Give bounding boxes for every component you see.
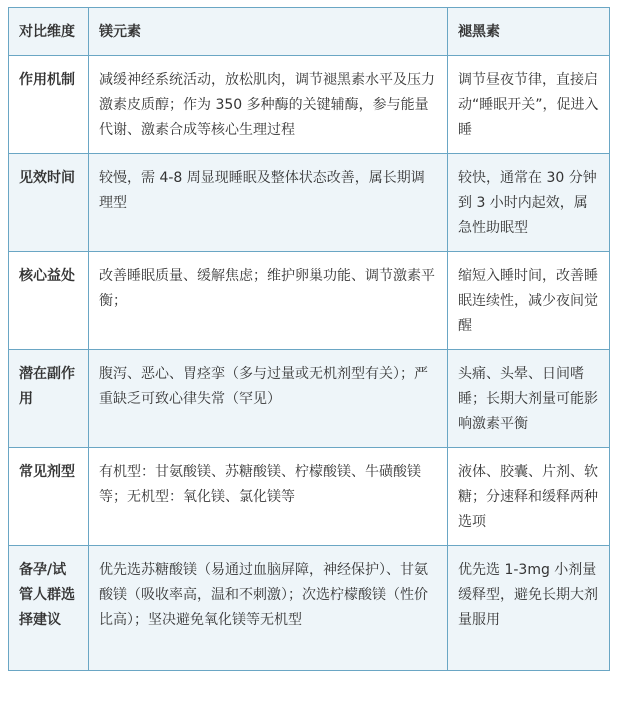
melatonin-cell: 优先选 1-3mg 小剂量缓释型，避免长期大剂量服用 [448, 546, 610, 671]
table-row-side-effects [9, 350, 610, 448]
table-row-dosage-forms [9, 448, 610, 546]
comparison-table [8, 7, 610, 671]
row-dimension-label: 常见剂型 [9, 448, 89, 546]
magnesium-cell: 较慢，需 4-8 周显现睡眠及整体状态改善，属长期调理型 [89, 154, 448, 252]
row-dimension-label: 潜在副作用 [9, 350, 89, 448]
melatonin-cell: 头痛、头晕、日间嗜睡；长期大剂量可能影响激素平衡 [448, 350, 610, 448]
melatonin-cell: 调节昼夜节律，直接启动“睡眠开关”，促进入睡 [448, 56, 610, 154]
magnesium-cell: 腹泻、恶心、胃痉挛（多与过量或无机剂型有关）；严重缺乏可致心律失常（罕见） [89, 350, 448, 448]
row-dimension-label: 作用机制 [9, 56, 89, 154]
magnesium-cell: 减缓神经系统活动，放松肌肉，调节褪黑素水平及压力激素皮质醇；作为 350 多种酶的关键辅酶，参与能量代谢、激素合成等核心生理过程 [89, 56, 448, 154]
melatonin-cell: 较快，通常在 30 分钟到 3 小时内起效，属急性助眠型 [448, 154, 610, 252]
row-dimension-label: 备孕/试管人群选择建议 [9, 546, 89, 671]
header-melatonin: 褪黑素 [448, 8, 610, 56]
header-dimension: 对比维度 [9, 8, 89, 56]
row-dimension-label: 核心益处 [9, 252, 89, 350]
table-row-mechanism [9, 56, 610, 154]
magnesium-cell: 改善睡眠质量、缓解焦虑；维护卵巢功能、调节激素平衡； [89, 252, 448, 350]
table-row-ivf-recommendation [9, 546, 610, 671]
melatonin-cell: 液体、胶囊、片剂、软糖；分速释和缓释两种选项 [448, 448, 610, 546]
melatonin-cell: 缩短入睡时间，改善睡眠连续性，减少夜间觉醒 [448, 252, 610, 350]
table-row-core-benefits [9, 252, 610, 350]
magnesium-cell: 优先选苏糖酸镁（易通过血脑屏障，神经保护）、甘氨酸镁（吸收率高，温和不刺激）；次选柠檬酸镁（性价比高）；坚决避免氧化镁等无机型 [89, 546, 448, 671]
header-magnesium: 镁元素 [89, 8, 448, 56]
magnesium-cell: 有机型：甘氨酸镁、苏糖酸镁、柠檬酸镁、牛磺酸镁等；无机型：氧化镁、氯化镁等 [89, 448, 448, 546]
row-dimension-label: 见效时间 [9, 154, 89, 252]
table-row-onset-time [9, 154, 610, 252]
table-header-row [9, 8, 610, 56]
